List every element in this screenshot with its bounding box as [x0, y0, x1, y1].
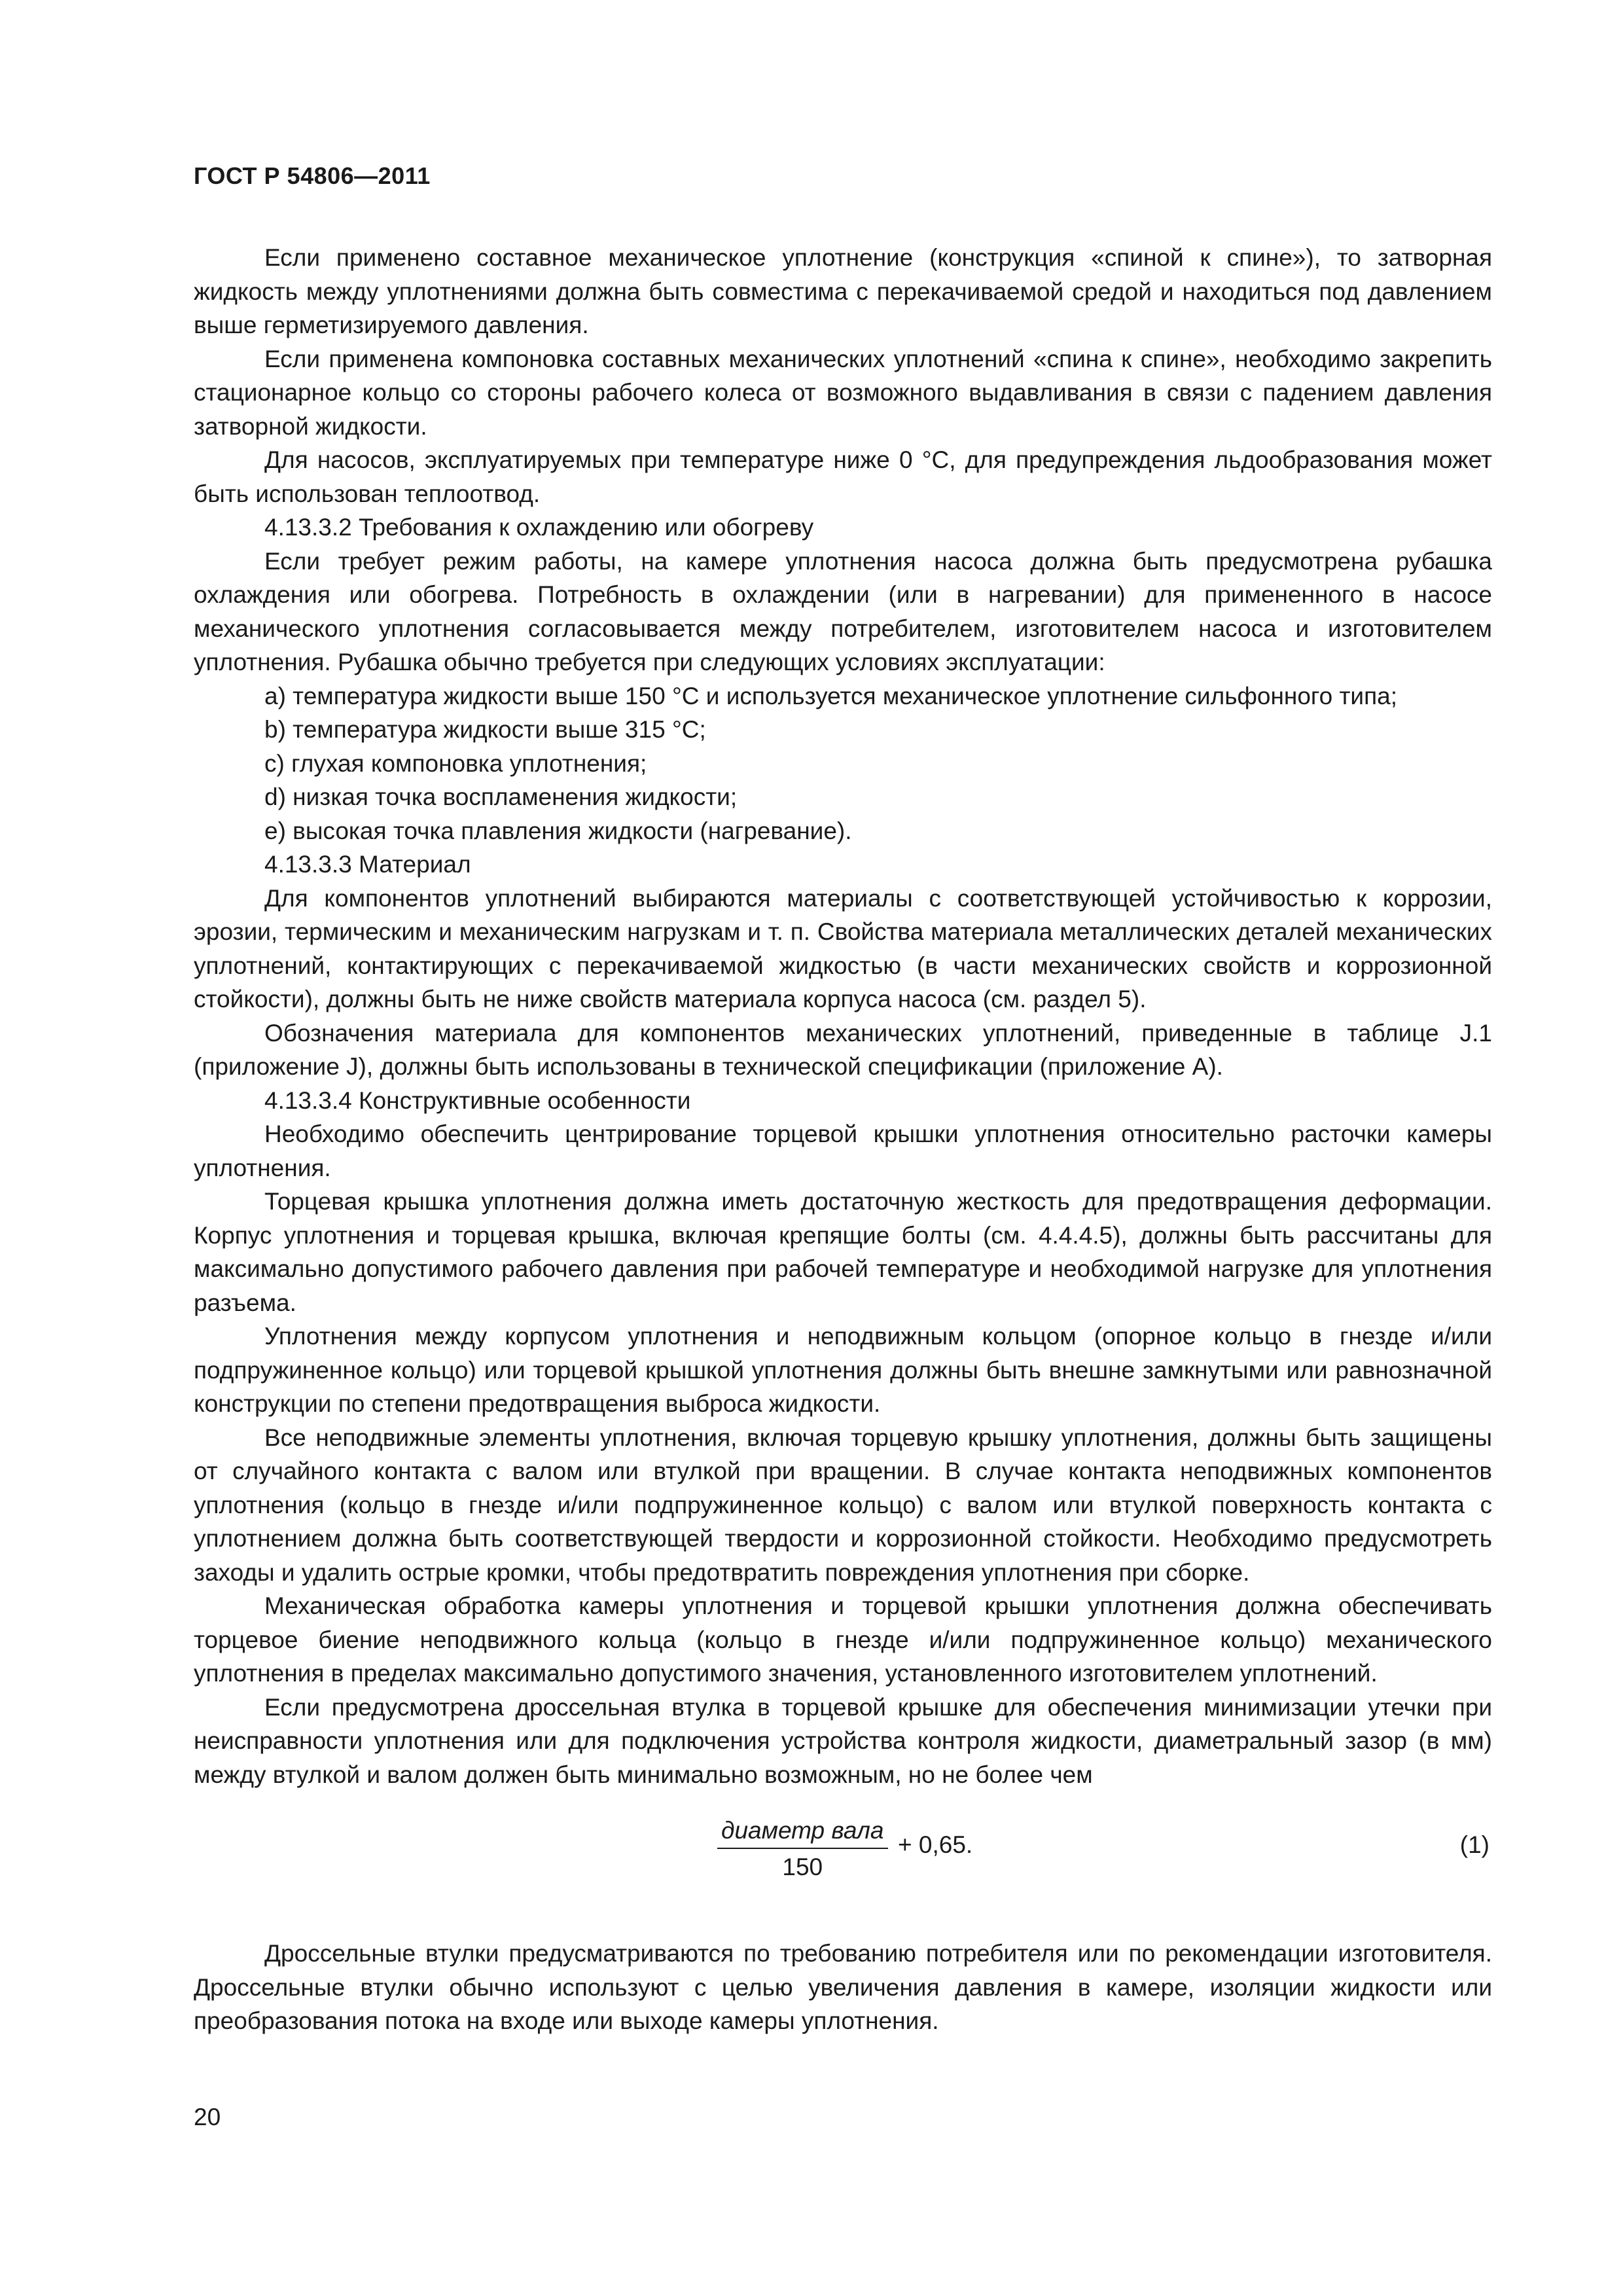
paragraph: Для насосов, эксплуатируемых при температуре ниже 0 °С, для предупреждения льдообразования может быть использован теплоотвод.: [194, 446, 1492, 507]
formula-number: (1): [1459, 1831, 1489, 1858]
paragraph: Необходимо обеспечить центрирование торцевой крышки уплотнения относительно расточки камеры уплотнения.: [194, 1121, 1492, 1181]
document-header: ГОСТ Р 54806—2011: [194, 162, 431, 189]
section-heading: 4.13.3.3 Материал: [264, 851, 471, 878]
list-item: e) высокая точка плавления жидкости (нагревание).: [264, 817, 852, 844]
document-body: [194, 241, 1492, 2038]
formula-denominator: 150: [782, 1854, 823, 1880]
paragraph: Для компонентов уплотнений выбираются материалы с соответствующей устойчивостью к коррозии, эрозии, термическим и механическим нагрузкам и т. п. Свойства материала металлических деталей механических уплотнений, контактирующих с перекачиваемой жидкостью (в части механических свойств и коррозионной стойкости), должны быть не ниже свойств материала корпуса насоса (см. раздел 5).: [194, 884, 1492, 1013]
paragraph: Все неподвижные элементы уплотнения, включая торцевую крышку уплотнения, должны быть защищены от случайного контакта с валом или втулкой при вращении. В случае контакта неподвижных компонентов уплотнения (кольцо в гнезде и/или подпружиненное кольцо) с валом или втулкой поверхность контакта с уплотнением должна быть соответствующей твердости и коррозионной стойкости. Необходимо предусмотреть заходы и удалить острые кромки, чтобы предотвратить повреждения уплотнения при сборке.: [194, 1424, 1492, 1586]
section-heading: 4.13.3.4 Конструктивные особенности: [264, 1086, 691, 1114]
paragraph: Если применена компоновка составных механических уплотнений «спина к спине», необходимо закрепить стационарное кольцо со стороны рабочего колеса от возможного выдавливания в связи с падением давления затворной жидкости.: [194, 345, 1492, 440]
paragraph: Если применено составное механическое уплотнение (конструкция «спиной к спине»), то затворная жидкость между уплотнениями должна быть совместима с перекачиваемой средой и находиться под давлением выше герметизируемого давления.: [194, 244, 1492, 338]
paragraph: Если требует режим работы, на камере уплотнения насоса должна быть предусмотрена рубашка охлаждения или обогрева. Потребность в охлаждении (или в нагревании) для примененного в насосе механического уплотнения согласовывается между потребителем, изготовителем насоса и изготовителем уплотнения. Рубашка обычно требуется при следующих условиях эксплуатации:: [194, 547, 1492, 675]
paragraph: Если предусмотрена дроссельная втулка в торцевой крышке для обеспечения минимизации утечки при неисправности уплотнения или для подключения устройства контроля жидкости, диаметральный зазор (в мм) между втулкой и валом должен быть минимально возможным, но не более чем: [194, 1693, 1492, 1788]
paragraph: Обозначения материала для компонентов механических уплотнений, приведенные в таблице J.1 (приложение J), должны быть использованы в технической спецификации (приложение А).: [194, 1019, 1492, 1080]
paragraph: Механическая обработка камеры уплотнения и торцевой крышки уплотнения должна обеспечивать торцевое биение неподвижного кольца (кольцо в гнезде и/или подпружиненное кольцо) механического уплотнения в пределах максимально допустимого значения, установленного изготовителем уплотнений.: [194, 1592, 1492, 1687]
list-item: b) температура жидкости выше 315 °С;: [264, 716, 706, 743]
formula-numerator: диаметр вала: [717, 1814, 888, 1849]
page-number: 20: [194, 2104, 221, 2130]
paragraph: Торцевая крышка уплотнения должна иметь достаточную жесткость для предотвращения деформации. Корпус уплотнения и торцевая крышка, включая крепящие болты (см. 4.4.4.5), должны быть рассчитаны для максимально допустимого рабочего давления при рабочей температуре и необходимой нагрузке для уплотнения разъема.: [194, 1188, 1492, 1316]
paragraph: Уплотнения между корпусом уплотнения и неподвижным кольцом (опорное кольцо в гнезде и/или подпружиненное кольцо) или торцевой крышкой уплотнения должны быть внешне замкнутыми или равнозначной конструкции по степени предотвращения выброса жидкости.: [194, 1323, 1492, 1417]
paragraph: Дроссельные втулки предусматриваются по требованию потребителя или по рекомендации изготовителя. Дроссельные втулки обычно используют с целью увеличения давления в камере, изоляции жидкости или преобразования потока на входе или выходе камеры уплотнения.: [194, 1940, 1492, 2034]
formula-suffix: + 0,65.: [898, 1831, 973, 1858]
list-item: d) низкая точка воспламенения жидкости;: [264, 783, 738, 810]
formula: [194, 1808, 1492, 1920]
list-item: c) глухая компоновка уплотнения;: [264, 749, 647, 777]
formula-fraction: [717, 1814, 888, 1886]
list-item: a) температура жидкости выше 150 °С и используется механическое уплотнение сильфонного типа;: [264, 682, 1397, 709]
section-heading: 4.13.3.2 Требования к охлаждению или обогреву: [264, 514, 814, 541]
